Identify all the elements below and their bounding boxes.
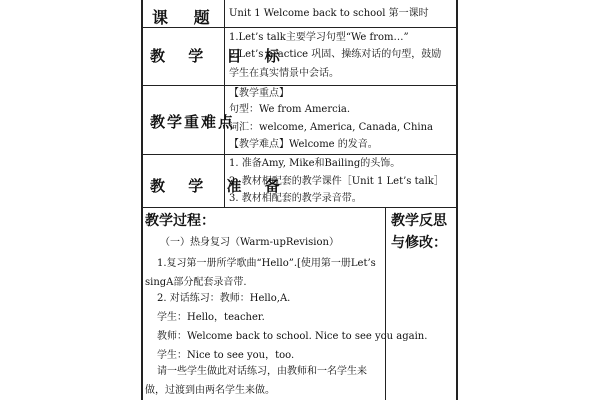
student-line-1: 学生：Hello，teacher. [157, 312, 265, 323]
table-border-right [456, 0, 458, 400]
teacher-line-2: 教师：Welcome back to school. Nice to see you again. [157, 331, 428, 342]
topic-label: 课 题 [152, 8, 220, 27]
student-line-2: 学生：Nice to see you，too. [157, 350, 295, 361]
process-note: 请一些学生做此对话练习，由教师和一名学生来做，过渡到由两名学生来做。 [145, 366, 367, 396]
sentence-pattern: 句型：We from Amercia. [229, 104, 351, 115]
row-divider [141, 85, 457, 86]
difficulty: 【教学难点】Welcome 的发音。 [229, 139, 378, 150]
prep-item-3: 3. 教材相配套的教学录音带。 [229, 193, 362, 204]
step2-title: 2. 对话练习：教师：Hello,A. [157, 293, 291, 304]
table-border-left [141, 0, 143, 400]
row-divider [141, 154, 457, 155]
reflection-label: 教学反思与修改： [391, 213, 447, 251]
objective-line-1: 1.Let’s talk主要学习句型“We from…” [229, 32, 409, 43]
reflection-column-divider [385, 207, 386, 400]
objective-line-2: 2.Let’s practice 巩固、操练对话的句型，鼓励学生在真实情景中会话。 [229, 49, 442, 79]
focus-title: 【教学重点】 [229, 88, 289, 99]
prep-item-1: 1. 准备Amy, Mike和Bailing的头饰。 [229, 158, 401, 169]
row-divider [141, 207, 457, 208]
prep-item-2: 2. 教材相配套的教学课件［Unit 1 Let’s talk］ [229, 176, 444, 187]
key-points-label: 教学重难点 [150, 113, 236, 131]
objectives-label: 教 学 目 标 [150, 47, 289, 65]
step1-line: 1.复习第一册所学歌曲“Hello”.[使用第一册Let’s singA部分配套录音带. [145, 258, 376, 288]
preparation-label: 教 学 准 备 [150, 177, 289, 195]
step1-title: （一）热身复习（Warm-upRevision） [160, 237, 339, 248]
process-title: 教学过程： [145, 213, 215, 229]
topic-value: Unit 1 Welcome back to school 第一课时 [229, 8, 429, 19]
vocabulary: 词汇：welcome, America, Canada, China [229, 122, 434, 133]
